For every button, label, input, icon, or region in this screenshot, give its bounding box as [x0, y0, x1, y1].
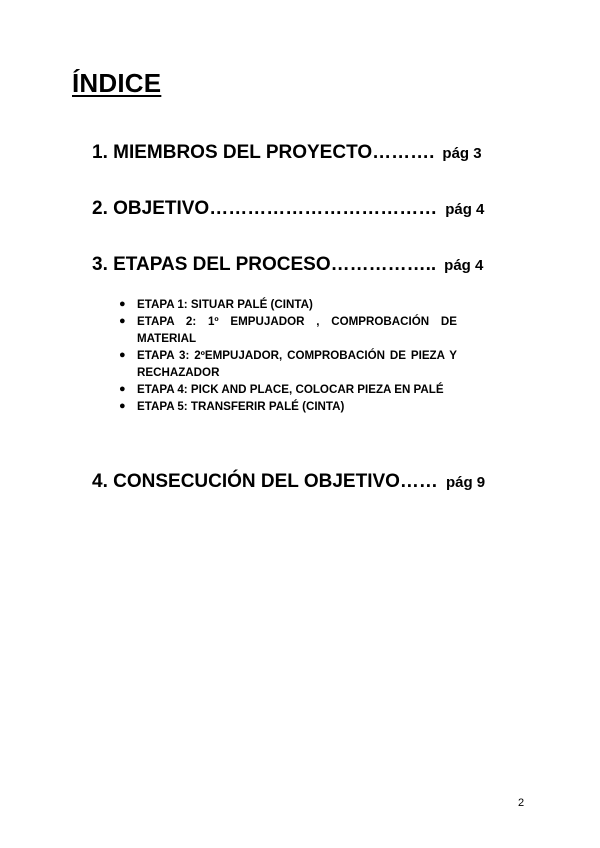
list-item [117, 398, 457, 415]
toc-entry-label: 2. OBJETIVO……………………………… [92, 198, 438, 219]
bullet-icon: ● [119, 383, 126, 395]
toc-entry-objective [92, 198, 484, 220]
toc-entry-label: 3. ETAPAS DEL PROCESO…………….. [92, 254, 437, 275]
list-item [117, 381, 457, 398]
index-title: ÍNDICE [72, 68, 162, 98]
bullet-icon: ● [119, 400, 126, 412]
toc-entry-page: pág 9 [445, 474, 486, 491]
stages-list [117, 296, 457, 415]
toc-entry-members [92, 142, 482, 164]
list-item-text: ETAPA 4: PICK AND PLACE, COLOCAR PIEZA EN PALÉ [137, 383, 444, 396]
list-item-text: ETAPA 2: 1º EMPUJADOR , COMPROBACIÓN DE MATERIAL [137, 315, 457, 345]
toc-entry-page: pág 4 [445, 201, 485, 218]
list-item-text: ETAPA 3: 2ºEMPUJADOR, COMPROBACIÓN DE PIEZA Y RECHAZADOR [137, 349, 457, 379]
bullet-icon: ● [119, 315, 126, 327]
toc-entry-process-stages [92, 254, 483, 276]
page-number: 2 [518, 797, 525, 809]
toc-entry-achievement [92, 471, 485, 493]
bullet-icon: ● [119, 349, 126, 361]
bullet-icon: ● [119, 298, 126, 310]
toc-entry-label: 4. CONSECUCIÓN DEL OBJETIVO…… [92, 471, 438, 492]
list-item-text: ETAPA 1: SITUAR PALÉ (CINTA) [137, 298, 313, 311]
list-item-text: ETAPA 5: TRANSFERIR PALÉ (CINTA) [137, 400, 345, 413]
toc-entry-page: pág 4 [444, 257, 484, 274]
toc-entry-page: pág 3 [442, 145, 482, 162]
list-item [117, 313, 457, 347]
toc-entry-label: 1. MIEMBROS DEL PROYECTO………. [92, 142, 435, 163]
list-item [117, 296, 457, 313]
list-item [117, 347, 457, 381]
